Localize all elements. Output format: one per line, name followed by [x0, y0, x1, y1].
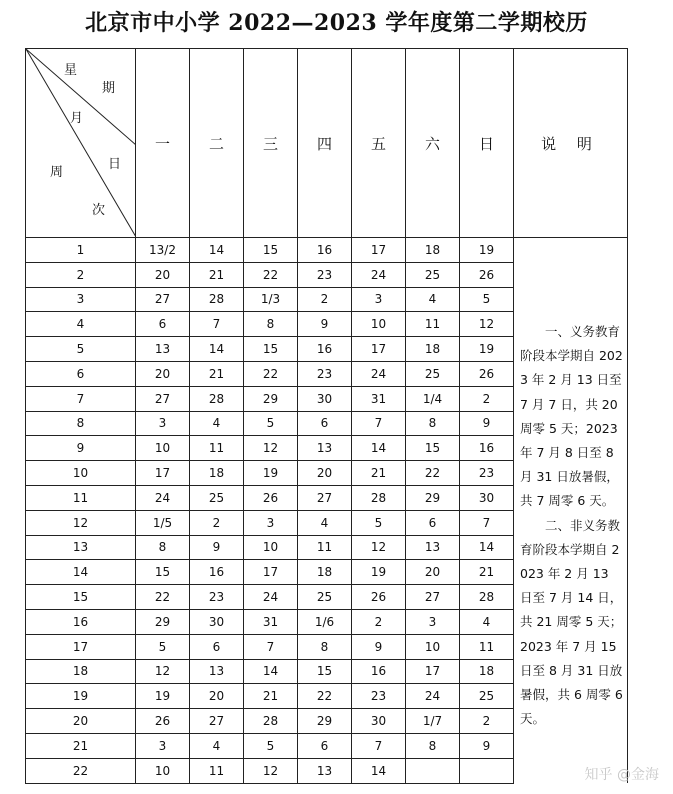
date-cell: 31	[244, 609, 298, 634]
date-cell: 9	[190, 535, 244, 560]
date-cell: 18	[460, 659, 514, 684]
date-cell: 25	[298, 585, 352, 610]
date-cell: 3	[136, 733, 190, 758]
date-cell: 26	[460, 262, 514, 287]
date-cell: 17	[244, 560, 298, 585]
date-cell: 12	[460, 312, 514, 337]
date-cell: 3	[352, 287, 406, 312]
week-number-cell: 3	[26, 287, 136, 312]
date-cell: 20	[190, 684, 244, 709]
note-paragraph: 一、义务教育阶段本学期自 2023 年 2 月 13 日至 7 月 7 日，共 20 周零 5 天；2023 年 7 月 8 日至 8 月 31 日放暑假，共 7 周零 6 天。	[520, 324, 623, 509]
date-cell: 4	[460, 609, 514, 634]
date-cell: 15	[298, 659, 352, 684]
date-cell: 16	[352, 659, 406, 684]
date-cell: 20	[298, 461, 352, 486]
week-number-cell: 19	[26, 684, 136, 709]
date-cell: 4	[190, 733, 244, 758]
date-cell: 27	[190, 709, 244, 734]
date-cell: 30	[190, 609, 244, 634]
date-cell: 30	[352, 709, 406, 734]
date-cell: 20	[406, 560, 460, 585]
date-cell: 14	[190, 337, 244, 362]
date-cell: 31	[352, 386, 406, 411]
date-cell: 28	[352, 485, 406, 510]
week-number-cell: 20	[26, 709, 136, 734]
header-row	[26, 49, 628, 238]
date-cell: 3	[244, 510, 298, 535]
date-cell	[406, 758, 460, 783]
date-cell: 9	[460, 733, 514, 758]
date-cell: 11	[460, 634, 514, 659]
date-cell: 5	[460, 287, 514, 312]
date-cell: 7	[352, 411, 406, 436]
date-cell: 14	[460, 535, 514, 560]
date-cell: 12	[244, 436, 298, 461]
date-cell: 25	[460, 684, 514, 709]
weekday-fri: 五	[352, 49, 406, 238]
date-cell: 22	[406, 461, 460, 486]
date-cell: 7	[244, 634, 298, 659]
date-cell: 12	[136, 659, 190, 684]
date-cell: 21	[190, 361, 244, 386]
date-cell: 8	[406, 733, 460, 758]
calendar-table	[25, 48, 628, 784]
date-cell: 5	[244, 411, 298, 436]
date-cell: 19	[136, 684, 190, 709]
date-cell: 26	[352, 585, 406, 610]
week-number-cell: 15	[26, 585, 136, 610]
date-cell: 25	[406, 262, 460, 287]
date-cell: 15	[136, 560, 190, 585]
date-cell: 2	[352, 609, 406, 634]
date-cell: 17	[136, 461, 190, 486]
date-cell: 11	[298, 535, 352, 560]
date-cell: 29	[136, 609, 190, 634]
date-cell: 8	[406, 411, 460, 436]
date-cell: 21	[460, 560, 514, 585]
date-cell: 10	[244, 535, 298, 560]
date-cell: 21	[244, 684, 298, 709]
date-cell: 19	[352, 560, 406, 585]
week-number-cell: 11	[26, 485, 136, 510]
week-number-cell: 18	[26, 659, 136, 684]
date-cell: 5	[136, 634, 190, 659]
date-cell: 22	[136, 585, 190, 610]
week-number-cell: 6	[26, 361, 136, 386]
date-cell: 1/3	[244, 287, 298, 312]
date-cell: 17	[352, 337, 406, 362]
date-cell: 21	[352, 461, 406, 486]
date-cell: 28	[190, 287, 244, 312]
date-cell: 10	[136, 758, 190, 783]
date-cell: 1/7	[406, 709, 460, 734]
week-number-cell: 21	[26, 733, 136, 758]
date-cell: 11	[406, 312, 460, 337]
date-cell: 2	[460, 386, 514, 411]
date-cell: 24	[406, 684, 460, 709]
date-cell: 24	[244, 585, 298, 610]
date-cell: 15	[406, 436, 460, 461]
date-cell: 27	[136, 386, 190, 411]
weekday-wed: 三	[244, 49, 298, 238]
date-cell: 27	[298, 485, 352, 510]
date-cell: 25	[406, 361, 460, 386]
date-cell: 13	[190, 659, 244, 684]
weekday-tue: 二	[190, 49, 244, 238]
corner-label-yue: 月	[70, 111, 84, 126]
week-number-cell: 12	[26, 510, 136, 535]
date-cell: 23	[190, 585, 244, 610]
week-number-cell: 5	[26, 337, 136, 362]
corner-label-ci: 次	[92, 203, 106, 218]
date-cell: 24	[136, 485, 190, 510]
date-cell: 26	[136, 709, 190, 734]
date-cell: 7	[460, 510, 514, 535]
date-cell: 20	[136, 262, 190, 287]
date-cell: 10	[406, 634, 460, 659]
date-cell: 28	[190, 386, 244, 411]
date-cell: 25	[190, 485, 244, 510]
date-cell: 23	[298, 361, 352, 386]
date-cell: 1/5	[136, 510, 190, 535]
date-cell: 13	[136, 337, 190, 362]
date-cell: 13	[298, 436, 352, 461]
date-cell: 18	[406, 238, 460, 263]
date-cell: 14	[244, 659, 298, 684]
date-cell: 29	[298, 709, 352, 734]
date-cell: 6	[298, 411, 352, 436]
date-cell: 19	[244, 461, 298, 486]
date-cell: 10	[136, 436, 190, 461]
note-paragraph: 二、非义务教育阶段本学期自 2023 年 2 月 13 日至 7 月 14 日，共 21 周零 5 天；2023 年 7 月 15 日至 8 月 31 日放暑假，共 6 周零 6 天。	[520, 517, 623, 727]
date-cell: 10	[352, 312, 406, 337]
date-cell: 19	[460, 238, 514, 263]
date-cell: 30	[298, 386, 352, 411]
page-title: 北京市中小学 2022—2023 学年度第二学期校历	[85, 10, 588, 36]
week-number-cell: 17	[26, 634, 136, 659]
week-number-cell: 14	[26, 560, 136, 585]
weekday-mon: 一	[136, 49, 190, 238]
weekday-sat: 六	[406, 49, 460, 238]
date-cell: 2	[460, 709, 514, 734]
date-cell: 1/4	[406, 386, 460, 411]
date-cell: 6	[406, 510, 460, 535]
date-cell: 3	[136, 411, 190, 436]
week-number-cell: 1	[26, 238, 136, 263]
week-number-cell: 16	[26, 609, 136, 634]
date-cell: 24	[352, 361, 406, 386]
date-cell: 9	[298, 312, 352, 337]
week-number-cell: 13	[26, 535, 136, 560]
date-cell: 4	[190, 411, 244, 436]
date-cell: 18	[406, 337, 460, 362]
date-cell: 27	[406, 585, 460, 610]
date-cell: 22	[298, 684, 352, 709]
calendar-body	[26, 238, 628, 784]
date-cell: 15	[244, 238, 298, 263]
week-number-cell: 10	[26, 461, 136, 486]
date-cell: 13	[406, 535, 460, 560]
date-cell: 16	[298, 337, 352, 362]
week-number-cell: 8	[26, 411, 136, 436]
date-cell: 22	[244, 361, 298, 386]
date-cell: 8	[136, 535, 190, 560]
date-cell	[460, 758, 514, 783]
weekday-thu: 四	[298, 49, 352, 238]
table-row	[26, 238, 628, 263]
note-header: 说 明	[514, 49, 628, 238]
date-cell: 13/2	[136, 238, 190, 263]
date-cell: 29	[244, 386, 298, 411]
date-cell: 17	[352, 238, 406, 263]
date-cell: 2	[190, 510, 244, 535]
date-cell: 28	[460, 585, 514, 610]
date-cell: 20	[136, 361, 190, 386]
date-cell: 18	[298, 560, 352, 585]
watermark: 知乎 @金海	[584, 767, 659, 783]
week-number-cell: 4	[26, 312, 136, 337]
date-cell: 19	[460, 337, 514, 362]
date-cell: 24	[352, 262, 406, 287]
date-cell: 9	[352, 634, 406, 659]
date-cell: 22	[244, 262, 298, 287]
week-number-cell: 9	[26, 436, 136, 461]
date-cell: 16	[298, 238, 352, 263]
date-cell: 27	[136, 287, 190, 312]
date-cell: 28	[244, 709, 298, 734]
date-cell: 7	[352, 733, 406, 758]
week-number-cell: 2	[26, 262, 136, 287]
week-number-cell: 7	[26, 386, 136, 411]
date-cell: 23	[460, 461, 514, 486]
date-cell: 23	[298, 262, 352, 287]
date-cell: 4	[298, 510, 352, 535]
date-cell: 12	[352, 535, 406, 560]
date-cell: 9	[460, 411, 514, 436]
date-cell: 7	[190, 312, 244, 337]
corner-label-ri: 日	[108, 157, 122, 172]
date-cell: 16	[460, 436, 514, 461]
date-cell: 21	[190, 262, 244, 287]
date-cell: 4	[406, 287, 460, 312]
date-cell: 5	[352, 510, 406, 535]
diagonal-lines	[26, 49, 136, 237]
date-cell: 23	[352, 684, 406, 709]
date-cell: 5	[244, 733, 298, 758]
date-cell: 14	[352, 436, 406, 461]
date-cell: 8	[244, 312, 298, 337]
corner-label-zhou: 周	[50, 165, 64, 180]
date-cell: 6	[298, 733, 352, 758]
date-cell: 26	[460, 361, 514, 386]
date-cell: 2	[298, 287, 352, 312]
date-cell: 16	[190, 560, 244, 585]
date-cell: 3	[406, 609, 460, 634]
corner-label-qi: 期	[102, 81, 116, 96]
date-cell: 11	[190, 436, 244, 461]
date-cell: 26	[244, 485, 298, 510]
date-cell: 6	[136, 312, 190, 337]
date-cell: 8	[298, 634, 352, 659]
weekday-sun: 日	[460, 49, 514, 238]
date-cell: 30	[460, 485, 514, 510]
date-cell: 13	[298, 758, 352, 783]
corner-header	[26, 49, 136, 238]
date-cell: 29	[406, 485, 460, 510]
date-cell: 18	[190, 461, 244, 486]
week-number-cell: 22	[26, 758, 136, 783]
notes-cell	[514, 238, 628, 784]
corner-label-xing: 星	[64, 63, 78, 78]
date-cell: 14	[352, 758, 406, 783]
date-cell: 15	[244, 337, 298, 362]
date-cell: 1/6	[298, 609, 352, 634]
date-cell: 14	[190, 238, 244, 263]
date-cell: 17	[406, 659, 460, 684]
date-cell: 11	[190, 758, 244, 783]
date-cell: 6	[190, 634, 244, 659]
date-cell: 12	[244, 758, 298, 783]
